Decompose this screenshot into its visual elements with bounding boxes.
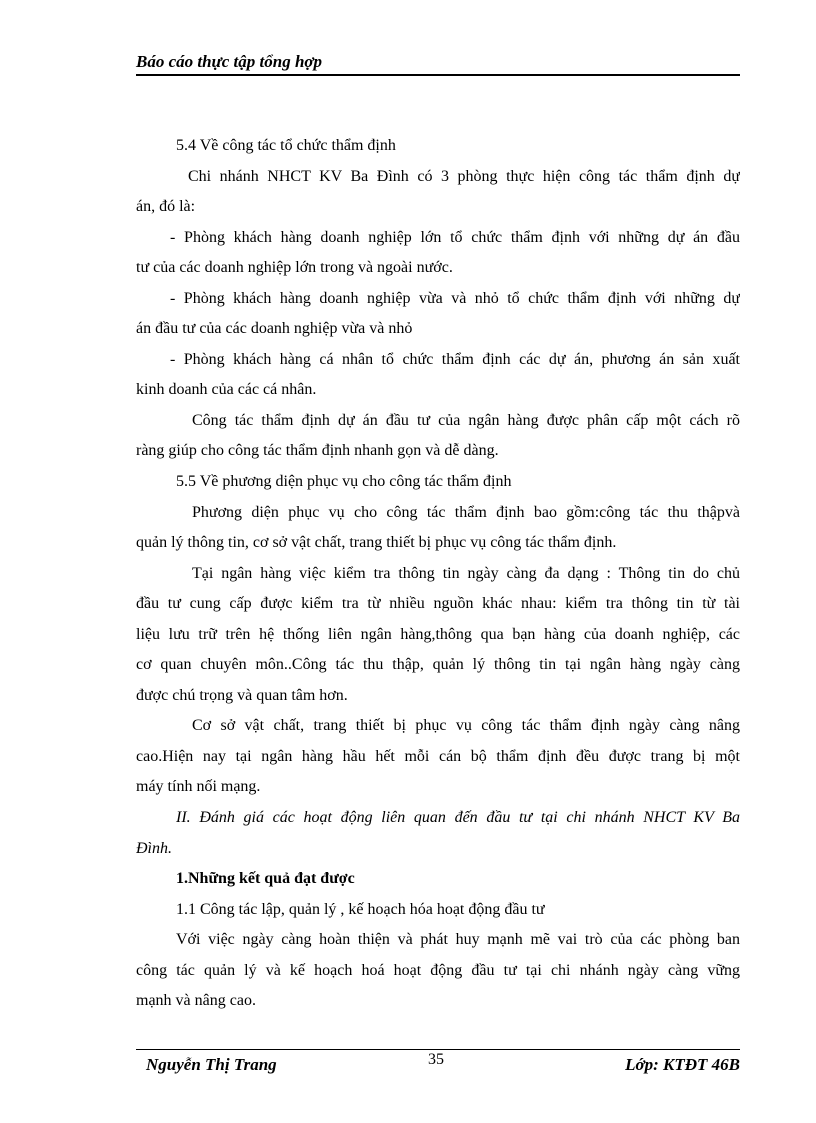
paragraph-line: ràng giúp cho công tác thẩm định nhanh gọn và dễ dàng. [136, 442, 499, 460]
paragraph-line: quản lý thông tin, cơ sở vật chất, trang thiết bị phục vụ công tác thẩm định. [136, 534, 617, 552]
page-header [136, 48, 740, 76]
paragraph-line: Chi nhánh NHCT KV Ba Đình có 3 phòng thực hiện công tác thẩm định dự [188, 167, 740, 185]
paragraph-line: được chú trọng và quan tâm hơn. [136, 686, 348, 704]
list-item-line: kinh doanh của các cá nhân. [136, 381, 317, 399]
paragraph-line: đầu tư cung cấp được kiểm tra từ nhiều nguồn khác nhau: kiểm tra thông tin từ tài [136, 595, 740, 613]
subsection-heading-1: 1.Những kết quả đạt được [176, 870, 355, 888]
list-item-line: - Phòng khách hàng doanh nghiệp lớn tổ chức thẩm định với những dự án đầu [170, 228, 740, 246]
list-item-line: tư của các doanh nghiệp lớn trong và ngoài nước. [136, 259, 453, 277]
paragraph-line: Phương diện phục vụ cho công tác thẩm định bao gồm:công tác thu thậpvà [192, 503, 740, 521]
paragraph-line: Cơ sở vật chất, trang thiết bị phục vụ công tác thẩm định ngày càng nâng [192, 717, 740, 735]
list-item-line: - Phòng khách hàng doanh nghiệp vừa và nhỏ tổ chức thẩm định với những dự [170, 289, 740, 307]
paragraph-line: mạnh và nâng cao. [136, 992, 256, 1010]
paragraph-line: Tại ngân hàng việc kiểm tra thông tin ngày càng đa dạng : Thông tin do chủ [192, 564, 740, 582]
paragraph-line: Công tác thẩm định dự án đầu tư của ngân hàng được phân cấp một cách rõ [192, 411, 740, 429]
paragraph-line: máy tính nối mạng. [136, 778, 261, 796]
list-item-line: - Phòng khách hàng cá nhân tổ chức thẩm định các dự án, phương án sản xuất [170, 350, 740, 368]
footer-author: Nguyễn Thị Trang [146, 1055, 277, 1074]
paragraph-line: công tác quản lý và kế hoạch hoá hoạt động đầu tư tại chi nhánh ngày càng vững [136, 961, 740, 979]
paragraph-line: liệu lưu trữ trên hệ thống liên ngân hàng,thông qua bạn hàng của doanh nghiệp, các [136, 625, 740, 643]
paragraph-line: cao.Hiện nay tại ngân hàng hầu hết mỗi cán bộ thẩm định đều được trang bị một [136, 747, 740, 765]
section-heading-ii: II. Đánh giá các hoạt động liên quan đến đầu tư tại chi nhánh NHCT KV Ba [176, 809, 740, 827]
paragraph-line: án, đó là: [136, 198, 196, 216]
document-body [136, 131, 740, 1017]
paragraph-line: Với việc ngày càng hoàn thiện và phát huy mạnh mẽ vai trò của các phòng ban [176, 931, 740, 949]
page-number: 35 [428, 1051, 444, 1068]
footer-divider [136, 1049, 740, 1050]
report-title: Báo cáo thực tập tổng hợp [136, 52, 323, 71]
subsection-heading-1-1: 1.1 Công tác lập, quản lý , kế hoạch hóa hoạt động đầu tư [176, 900, 545, 918]
footer-class-label: Lớp: KTĐT 46B [625, 1055, 740, 1074]
list-item-line: án đầu tư của các doanh nghiệp vừa và nhỏ [136, 320, 413, 338]
section-heading-5-4: 5.4 Về công tác tổ chức thẩm định [176, 137, 396, 154]
paragraph-line: cơ quan chuyên môn..Công tác thu thập, quản lý thông tin tại ngân hàng ngày càng [136, 656, 740, 674]
section-heading-ii: Đình. [136, 839, 172, 857]
section-heading-5-5: 5.5 Về phương diện phục vụ cho công tác thẩm định [176, 473, 512, 491]
